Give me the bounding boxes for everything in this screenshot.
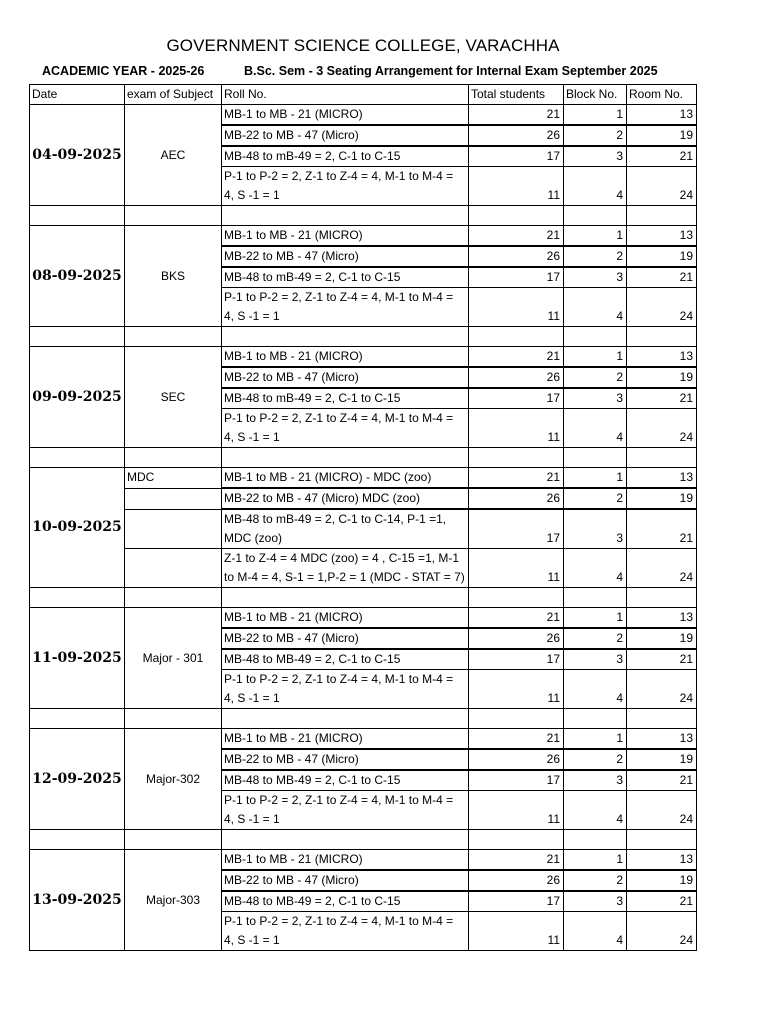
room-number: 21 (627, 770, 697, 791)
spacer-cell (125, 830, 222, 850)
spacer-cell (564, 448, 627, 468)
subtitle-row (42, 64, 658, 78)
total-students: 17 (469, 891, 564, 912)
exam-subject: AEC (125, 105, 222, 206)
roll-range: MB-48 to mB-49 = 2, C-1 to C-15 (222, 388, 469, 409)
total-students: 17 (469, 649, 564, 670)
block-number: 4 (564, 288, 627, 327)
header-room: Room No. (627, 85, 697, 105)
header-total: Total students (469, 85, 564, 105)
total-students: 21 (469, 729, 564, 750)
empty-subject-cell (125, 509, 222, 549)
spacer-cell (627, 588, 697, 608)
room-number: 19 (627, 246, 697, 267)
spacer-cell (564, 709, 627, 729)
total-students: 11 (469, 167, 564, 206)
block-number: 4 (564, 549, 627, 588)
roll-range: MB-22 to MB - 47 (Micro) (222, 125, 469, 146)
block-number: 4 (564, 670, 627, 709)
total-students: 21 (469, 608, 564, 629)
spacer-cell (222, 448, 469, 468)
roll-range: P-1 to P-2 = 2, Z-1 to Z-4 = 4, M-1 to M-4 = 4, S -1 = 1 (222, 167, 469, 206)
spacer-cell (30, 448, 125, 468)
block-number: 4 (564, 409, 627, 448)
seating-table (29, 84, 697, 951)
room-number: 24 (627, 409, 697, 448)
spacer-cell (125, 327, 222, 347)
total-students: 21 (469, 347, 564, 368)
empty-subject-cell (125, 488, 222, 509)
spacer-row (30, 709, 697, 729)
table-row (30, 549, 697, 588)
exam-date: 10-09-2025 (30, 468, 125, 588)
block-number: 2 (564, 749, 627, 770)
block-number: 1 (564, 729, 627, 750)
roll-range: MB-22 to MB - 47 (Micro) (222, 367, 469, 388)
spacer-cell (564, 830, 627, 850)
exam-date: 09-09-2025 (30, 347, 125, 448)
table-row (30, 105, 697, 126)
room-number: 21 (627, 649, 697, 670)
spacer-cell (469, 448, 564, 468)
table-row (30, 729, 697, 750)
total-students: 26 (469, 125, 564, 146)
spacer-cell (469, 327, 564, 347)
block-number: 3 (564, 891, 627, 912)
table-row (30, 468, 697, 489)
exam-subject: Major - 301 (125, 608, 222, 709)
spacer-cell (564, 327, 627, 347)
spacer-cell (469, 830, 564, 850)
room-number: 13 (627, 850, 697, 871)
spacer-cell (469, 588, 564, 608)
spacer-cell (469, 206, 564, 226)
exam-subject: MDC (125, 468, 222, 489)
room-number: 19 (627, 628, 697, 649)
spacer-cell (469, 709, 564, 729)
spacer-cell (627, 448, 697, 468)
spacer-cell (125, 206, 222, 226)
spacer-cell (30, 588, 125, 608)
exam-date: 08-09-2025 (30, 226, 125, 327)
spacer-cell (627, 709, 697, 729)
room-number: 24 (627, 167, 697, 206)
room-number: 13 (627, 468, 697, 489)
block-number: 2 (564, 870, 627, 891)
roll-range: MB-22 to MB - 47 (Micro) (222, 870, 469, 891)
total-students: 26 (469, 246, 564, 267)
roll-range: P-1 to P-2 = 2, Z-1 to Z-4 = 4, M-1 to M-4 = 4, S -1 = 1 (222, 670, 469, 709)
spacer-row (30, 830, 697, 850)
block-number: 4 (564, 791, 627, 830)
spacer-cell (30, 206, 125, 226)
spacer-cell (627, 206, 697, 226)
block-number: 3 (564, 649, 627, 670)
total-students: 11 (469, 912, 564, 951)
room-number: 21 (627, 146, 697, 167)
room-number: 13 (627, 729, 697, 750)
spacer-row (30, 206, 697, 226)
total-students: 26 (469, 870, 564, 891)
total-students: 17 (469, 388, 564, 409)
header-row (30, 85, 697, 105)
header-date: Date (30, 85, 125, 105)
header-subject: exam of Subject (125, 85, 222, 105)
exam-date: 13-09-2025 (30, 850, 125, 951)
block-number: 2 (564, 488, 627, 509)
total-students: 26 (469, 628, 564, 649)
room-number: 13 (627, 105, 697, 126)
spacer-row (30, 588, 697, 608)
block-number: 1 (564, 226, 627, 247)
total-students: 21 (469, 226, 564, 247)
room-number: 21 (627, 891, 697, 912)
spacer-cell (222, 709, 469, 729)
total-students: 21 (469, 468, 564, 489)
room-number: 21 (627, 267, 697, 288)
table-row (30, 509, 697, 549)
block-number: 3 (564, 146, 627, 167)
total-students: 17 (469, 509, 564, 549)
spacer-cell (222, 206, 469, 226)
exam-subject: Major-303 (125, 850, 222, 951)
roll-range: MB-1 to MB - 21 (MICRO) - MDC (zoo) (222, 468, 469, 489)
block-number: 2 (564, 246, 627, 267)
spacer-cell (627, 327, 697, 347)
room-number: 19 (627, 488, 697, 509)
spacer-cell (30, 830, 125, 850)
block-number: 1 (564, 347, 627, 368)
total-students: 21 (469, 850, 564, 871)
roll-range: MB-1 to MB - 21 (MICRO) (222, 850, 469, 871)
roll-range: Z-1 to Z-4 = 4 MDC (zoo) = 4 , C-15 =1, M-1 to M-4 = 4, S-1 = 1,P-2 = 1 (MDC - STAT = 7) (222, 549, 469, 588)
table-row (30, 347, 697, 368)
spacer-row (30, 448, 697, 468)
table-row (30, 226, 697, 247)
roll-range: MB-22 to MB - 47 (Micro) MDC (zoo) (222, 488, 469, 509)
exam-title: B.Sc. Sem - 3 Seating Arrangement for Internal Exam September 2025 (244, 64, 658, 78)
roll-range: MB-1 to MB - 21 (MICRO) (222, 608, 469, 629)
roll-range: P-1 to P-2 = 2, Z-1 to Z-4 = 4, M-1 to M-4 = 4, S -1 = 1 (222, 912, 469, 951)
room-number: 19 (627, 749, 697, 770)
total-students: 11 (469, 549, 564, 588)
roll-range: MB-48 to MB-49 = 2, C-1 to C-15 (222, 891, 469, 912)
college-title: GOVERNMENT SCIENCE COLLEGE, VARACHHA (166, 36, 560, 55)
roll-range: MB-48 to mB-49 = 2, C-1 to C-15 (222, 267, 469, 288)
block-number: 3 (564, 509, 627, 549)
total-students: 26 (469, 749, 564, 770)
block-number: 1 (564, 850, 627, 871)
spacer-cell (222, 830, 469, 850)
block-number: 2 (564, 367, 627, 388)
empty-subject-cell (125, 549, 222, 588)
roll-range: MB-48 to mB-49 = 2, C-1 to C-14, P-1 =1, MDC (zoo) (222, 509, 469, 549)
roll-range: MB-22 to MB - 47 (Micro) (222, 246, 469, 267)
room-number: 21 (627, 388, 697, 409)
exam-subject: BKS (125, 226, 222, 327)
exam-date: 12-09-2025 (30, 729, 125, 830)
room-number: 13 (627, 347, 697, 368)
roll-range: MB-22 to MB - 47 (Micro) (222, 749, 469, 770)
spacer-cell (222, 327, 469, 347)
spacer-cell (627, 830, 697, 850)
room-number: 24 (627, 912, 697, 951)
block-number: 3 (564, 388, 627, 409)
room-number: 24 (627, 791, 697, 830)
room-number: 13 (627, 226, 697, 247)
exam-date: 11-09-2025 (30, 608, 125, 709)
block-number: 1 (564, 608, 627, 629)
roll-range: P-1 to P-2 = 2, Z-1 to Z-4 = 4, M-1 to M-4 = 4, S -1 = 1 (222, 791, 469, 830)
block-number: 3 (564, 770, 627, 791)
academic-year: ACADEMIC YEAR - 2025-26 (42, 64, 205, 78)
total-students: 26 (469, 488, 564, 509)
total-students: 11 (469, 670, 564, 709)
roll-range: MB-48 to mB-49 = 2, C-1 to C-15 (222, 146, 469, 167)
spacer-cell (125, 588, 222, 608)
block-number: 1 (564, 105, 627, 126)
block-number: 1 (564, 468, 627, 489)
roll-range: MB-1 to MB - 21 (MICRO) (222, 347, 469, 368)
spacer-cell (564, 206, 627, 226)
spacer-cell (30, 709, 125, 729)
room-number: 24 (627, 288, 697, 327)
total-students: 17 (469, 770, 564, 791)
roll-range: MB-48 to MB-49 = 2, C-1 to C-15 (222, 649, 469, 670)
block-number: 4 (564, 167, 627, 206)
block-number: 4 (564, 912, 627, 951)
room-number: 24 (627, 670, 697, 709)
roll-range: MB-1 to MB - 21 (MICRO) (222, 226, 469, 247)
room-number: 24 (627, 549, 697, 588)
header-roll: Roll No. (222, 85, 469, 105)
spacer-cell (125, 448, 222, 468)
exam-date: 04-09-2025 (30, 105, 125, 206)
roll-range: P-1 to P-2 = 2, Z-1 to Z-4 = 4, M-1 to M-4 = 4, S -1 = 1 (222, 288, 469, 327)
room-number: 21 (627, 509, 697, 549)
roll-range: MB-22 to MB - 47 (Micro) (222, 628, 469, 649)
block-number: 2 (564, 125, 627, 146)
spacer-cell (564, 588, 627, 608)
spacer-cell (222, 588, 469, 608)
total-students: 26 (469, 367, 564, 388)
roll-range: MB-1 to MB - 21 (MICRO) (222, 729, 469, 750)
block-number: 2 (564, 628, 627, 649)
room-number: 19 (627, 870, 697, 891)
total-students: 11 (469, 409, 564, 448)
header-block: Block No. (564, 85, 627, 105)
block-number: 3 (564, 267, 627, 288)
total-students: 11 (469, 791, 564, 830)
room-number: 19 (627, 125, 697, 146)
roll-range: MB-48 to MB-49 = 2, C-1 to C-15 (222, 770, 469, 791)
total-students: 17 (469, 267, 564, 288)
room-number: 19 (627, 367, 697, 388)
spacer-cell (30, 327, 125, 347)
spacer-row (30, 327, 697, 347)
total-students: 11 (469, 288, 564, 327)
room-number: 13 (627, 608, 697, 629)
spacer-cell (125, 709, 222, 729)
total-students: 17 (469, 146, 564, 167)
roll-range: MB-1 to MB - 21 (MICRO) (222, 105, 469, 126)
table-row (30, 488, 697, 509)
table-row (30, 850, 697, 871)
roll-range: P-1 to P-2 = 2, Z-1 to Z-4 = 4, M-1 to M-4 = 4, S -1 = 1 (222, 409, 469, 448)
table-row (30, 608, 697, 629)
total-students: 21 (469, 105, 564, 126)
exam-subject: SEC (125, 347, 222, 448)
exam-subject: Major-302 (125, 729, 222, 830)
